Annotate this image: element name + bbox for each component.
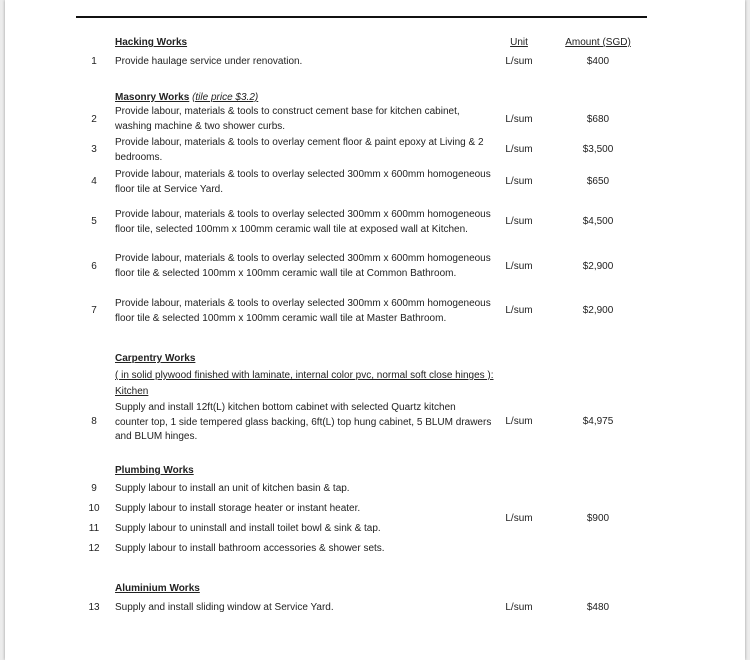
top-rule xyxy=(76,16,647,18)
item-description: Provide haulage service under renovation. xyxy=(115,56,303,67)
plumbing-group-amount: $900 xyxy=(586,513,610,524)
item-amount: $2,900 xyxy=(582,305,614,316)
item-amount: $4,975 xyxy=(582,416,614,427)
item-unit: L/sum xyxy=(505,114,533,125)
item-number: 2 xyxy=(91,114,97,125)
item-number: 1 xyxy=(91,56,97,67)
item-number: 3 xyxy=(91,144,97,155)
item-description: bedrooms. xyxy=(115,152,163,163)
unit-column-header: Unit xyxy=(510,37,528,48)
item-description: Supply labour to install storage heater or instant heater. xyxy=(115,503,361,514)
section-sub-kitchen: Kitchen xyxy=(115,386,149,397)
item-number: 12 xyxy=(88,543,100,554)
item-amount: $4,500 xyxy=(582,216,614,227)
item-description: counter top, 1 side tempered glass backing, 6ft(L) top hung cabinet, 5 BLUM drawers xyxy=(115,417,492,428)
item-unit: L/sum xyxy=(505,602,533,613)
section-note-carpentry: ( in solid plywood finished with laminate, internal color pvc, normal soft close hinges ): xyxy=(115,370,494,381)
quotation-page xyxy=(5,0,745,660)
item-unit: L/sum xyxy=(505,144,533,155)
item-number: 10 xyxy=(88,503,100,514)
item-description: floor tile & selected 100mm x 100mm ceramic wall tile at Common Bathroom. xyxy=(115,268,457,279)
section-title-hacking: Hacking Works xyxy=(115,37,188,48)
item-number: 9 xyxy=(91,483,97,494)
item-description: Supply labour to install an unit of kitchen basin & tap. xyxy=(115,483,350,494)
item-number: 6 xyxy=(91,261,97,272)
item-number: 5 xyxy=(91,216,97,227)
item-unit: L/sum xyxy=(505,305,533,316)
item-description: washing machine & two shower curbs. xyxy=(115,121,286,132)
item-description: Provide labour, materials & tools to overlay selected 300mm x 600mm homogeneous xyxy=(115,253,491,264)
item-amount: $680 xyxy=(586,114,610,125)
item-description: Supply labour to uninstall and install toilet bowl & sink & tap. xyxy=(115,523,381,534)
item-unit: L/sum xyxy=(505,261,533,272)
item-description: Supply and install sliding window at Service Yard. xyxy=(115,602,334,613)
item-description: floor tile & selected 100mm x 100mm ceramic wall tile at Master Bathroom. xyxy=(115,313,447,324)
item-unit: L/sum xyxy=(505,416,533,427)
item-number: 7 xyxy=(91,305,97,316)
section-note-masonry: (tile price $3.2) xyxy=(192,92,259,103)
item-description: Supply and install 12ft(L) kitchen bottom cabinet with selected Quartz kitchen xyxy=(115,402,456,413)
item-description: and BLUM hinges. xyxy=(115,431,198,442)
section-title-masonry-row xyxy=(115,90,258,105)
section-title-aluminium: Aluminium Works xyxy=(115,583,200,594)
section-title-carpentry: Carpentry Works xyxy=(115,353,196,364)
item-unit: L/sum xyxy=(505,56,533,67)
item-number: 4 xyxy=(91,176,97,187)
item-unit: L/sum xyxy=(505,216,533,227)
item-description: Provide labour, materials & tools to overlay selected 300mm x 600mm homogeneous xyxy=(115,209,491,220)
plumbing-group-unit: L/sum xyxy=(505,513,533,524)
item-number: 11 xyxy=(88,523,100,534)
item-amount: $480 xyxy=(586,602,610,613)
item-description: Provide labour, materials & tools to construct cement base for kitchen cabinet, xyxy=(115,106,460,117)
item-amount: $650 xyxy=(586,176,610,187)
item-description: Provide labour, materials & tools to overlay selected 300mm x 600mm homogeneous xyxy=(115,298,491,309)
item-amount: $2,900 xyxy=(582,261,614,272)
section-title-masonry: Masonry Works xyxy=(115,92,190,103)
item-description: Provide labour, materials & tools to overlay selected 300mm x 600mm homogeneous xyxy=(115,169,491,180)
item-description: floor tile, selected 100mm x 100mm ceramic wall tile at exposed wall at Kitchen. xyxy=(115,224,468,235)
item-amount: $400 xyxy=(586,56,610,67)
item-number: 13 xyxy=(88,602,100,613)
item-description: floor tile at Service Yard. xyxy=(115,184,224,195)
item-unit: L/sum xyxy=(505,176,533,187)
item-amount: $3,500 xyxy=(582,144,614,155)
item-number: 8 xyxy=(91,416,97,427)
item-description: Supply labour to install bathroom accessories & shower sets. xyxy=(115,543,385,554)
amount-column-header: Amount (SGD) xyxy=(565,37,631,48)
section-title-plumbing: Plumbing Works xyxy=(115,465,194,476)
item-description: Provide labour, materials & tools to overlay cement floor & paint epoxy at Living & 2 xyxy=(115,137,484,148)
